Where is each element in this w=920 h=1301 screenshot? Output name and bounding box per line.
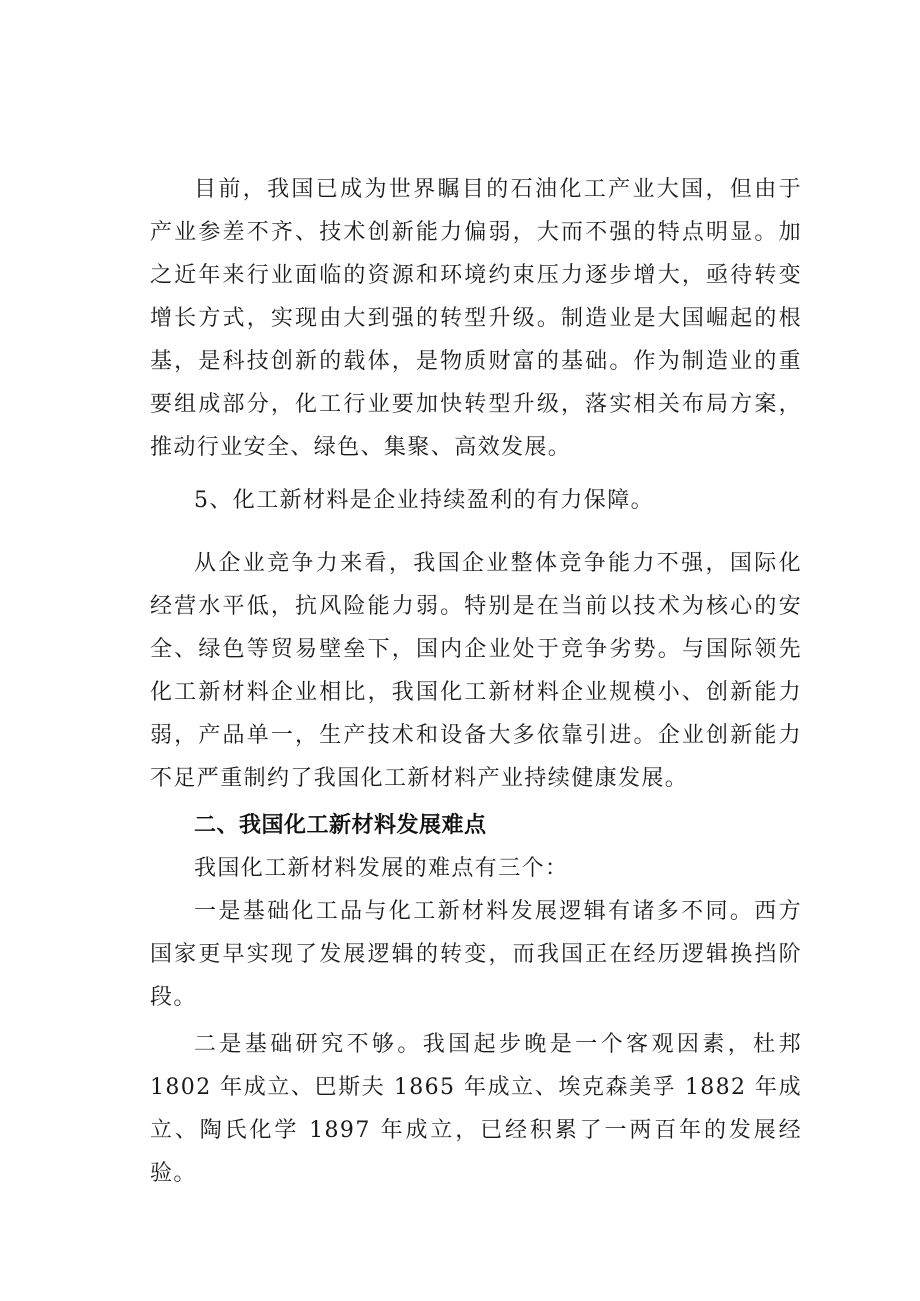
paragraph-numbered-point-5: 5、化工新材料是企业持续盈利的有力保障。 bbox=[194, 488, 654, 513]
paragraph-industry-status: 目前，我国已成为世界瞩目的石油化工产业大国，但由于产业参差不齐、技术创新能力偏弱，大而不强的特点明显。加之近年来行业面临的资源和环境约束压力逐步增大，亟待转变增长方式，实现由大到强的转型升级。制造业是大国崛起的根基，是科技创新的载体，是物质财富的基础。作为制造业的重要组成部分，化工行业要加快转型升级，落实相关布局方案，推动行业安全、绿色、集聚、高效发展。 bbox=[150, 177, 802, 460]
document-body bbox=[150, 168, 802, 1195]
paragraph-difficulties-intro: 我国化工新材料发展的难点有三个： bbox=[194, 856, 569, 881]
paragraph-difficulty-two: 二是基础研究不够。我国起步晚是一个客观因素，杜邦 1802 年成立、巴斯夫 1865 年成立、埃克森美孚 1882 年成立、陶氏化学 1897 年成立，已经积累了一两百年的发展经验。 bbox=[150, 1032, 802, 1186]
paragraph-enterprise-competitiveness: 从企业竞争力来看，我国企业整体竞争能力不强，国际化经营水平低，抗风险能力弱。特别是在当前以技术为核心的安全、绿色等贸易壁垒下，国内企业处于竞争劣势。与国际领先化工新材料企业相比，我国化工新材料企业规模小、创新能力弱，产品单一，生产技术和设备大多依靠引进。企业创新能力不足严重制约了我国化工新材料产业持续健康发展。 bbox=[150, 551, 802, 791]
paragraph-difficulty-one: 一是基础化工品与化工新材料发展逻辑有诸多不同。西方国家更早实现了发展逻辑的转变，而我国正在经历逻辑换挡阶段。 bbox=[150, 899, 802, 1010]
section-heading-difficulties: 二、我国化工新材料发展难点 bbox=[194, 813, 487, 838]
